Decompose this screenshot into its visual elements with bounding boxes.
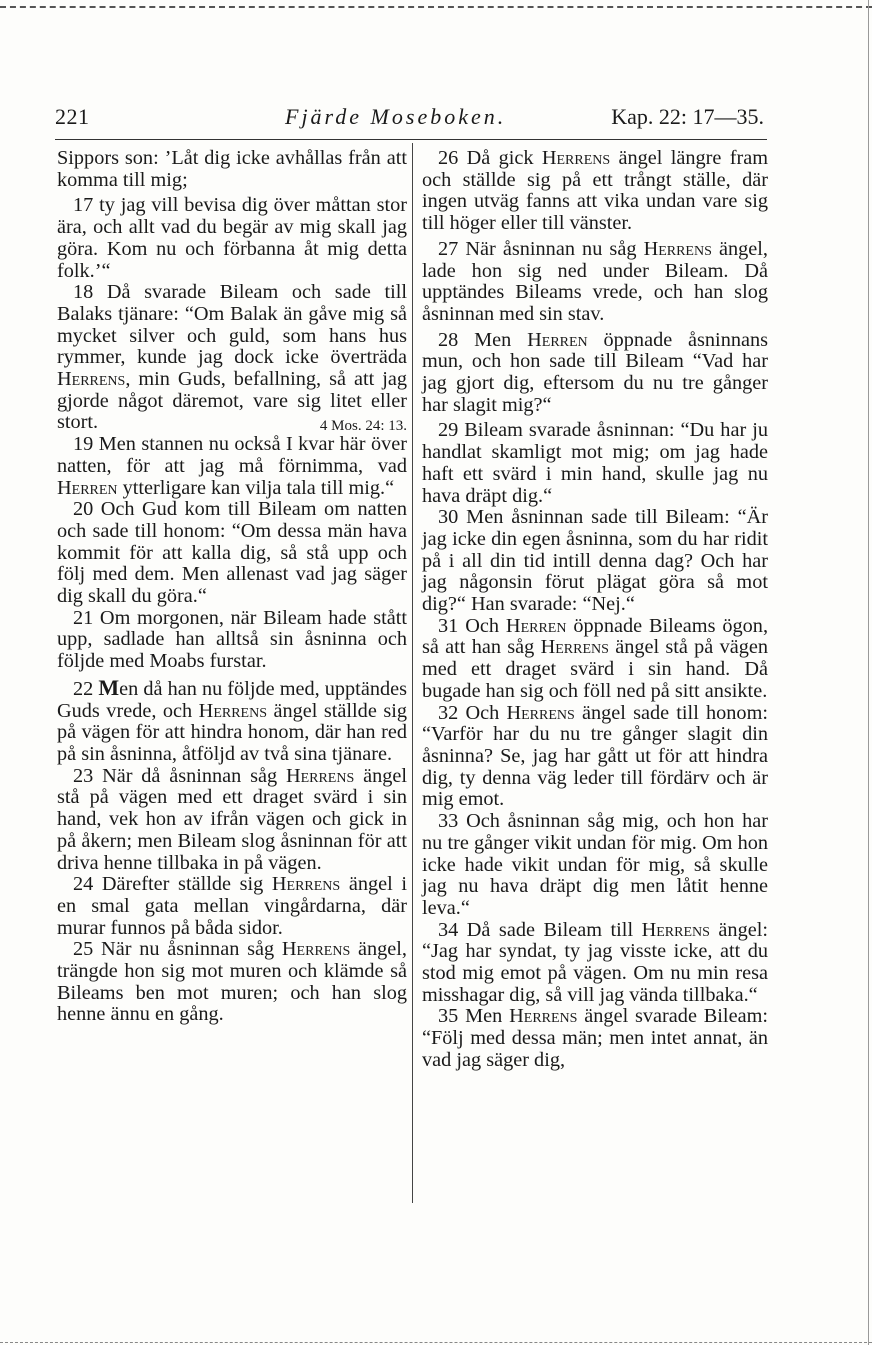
right-scan-edge	[868, 0, 869, 1345]
verse-number: 25	[73, 938, 94, 961]
running-header	[55, 104, 770, 134]
verse-number: 22	[73, 677, 94, 700]
verse-31: 31 Och Herren öppnade Bileams ögon, så att han såg Herrens ängel stå på vägen med ett draget svärd i sin hand. Då bugade han sig och föll ned på sitt ansikte.	[422, 614, 769, 702]
verse-35: 35 Men Herrens ängel svarade Bileam: “Följ med dessa män; men intet annat, än vad jag säger dig,	[422, 1005, 768, 1071]
verse-number: 28	[438, 328, 459, 351]
verse-33: 33 Och åsninnan såg mig, och hon har nu tre gånger vikit undan för mig. Om hon icke hade vikit undan för mig, så skulle jag nu hava dräpt dig men låtit henne leva.“	[422, 810, 768, 919]
verse-29: 29 Bileam svarade åsninnan: “Du har ju handlat skamligt mot mig; om jag hade haft ett svärd i min hand, skulle jag nu hava dräpt dig.“	[422, 419, 768, 507]
verse-number: 35	[438, 1005, 459, 1028]
bottom-scan-edge	[0, 1342, 872, 1343]
verse-number: 20	[73, 498, 94, 521]
lord-name: Herrens	[506, 701, 575, 724]
page-number: 221	[55, 104, 90, 129]
verse-number: 31	[438, 614, 459, 637]
verse-17: 17 ty jag vill bevisa dig över måttan stor ära, och allt vad du begär av mig skall jag göra. Kom nu och förbanna åt mig detta folk.’“	[57, 194, 407, 282]
verse-number: 27	[438, 237, 459, 260]
right-column	[422, 148, 768, 1072]
verse-19: 19 Men stannen nu också I kvar här över natten, för att jag må förnimma, vad Herren ytterligare kan vilja tala till mig.“	[57, 433, 407, 499]
lord-name: Herren	[57, 476, 118, 499]
verse-20: 20 Och Gud kom till Bileam om natten och sade till honom: “Om dessa män hava kommit för att kalla dig, så stå upp och följ med dem. Men allenast vad jag säger dig skall du göra.“	[57, 498, 407, 608]
lord-name: Herrens	[643, 237, 712, 260]
verse-number: 29	[438, 419, 459, 442]
verse-16-continuation: Sippors son: ’Låt dig icke avhållas från att komma till mig;	[57, 147, 407, 191]
verse-number: 21	[73, 606, 94, 629]
verse-number: 34	[438, 918, 459, 941]
verse-number: 26	[438, 147, 459, 169]
left-column	[57, 148, 407, 1026]
verse-28: 28 Men Herren öppnade åsninnans mun, och hon sade till Bileam “Vad har jag gjort dig, eftersom du nu tre gånger har slagit mig?“	[422, 328, 769, 416]
lord-name: Herrens	[540, 636, 609, 659]
verse-23: 23 När då åsninnan såg Herrens ängel stå på vägen med ett draget svärd i sin hand, vek hon av ifrån vägen och gick in på åkern; men Bileam slog åsninnan för att driva henne tillbaka in på vägen.	[57, 764, 407, 874]
verse-27: 27 När åsninnan nu såg Herrens ängel, lade hon sig ned under Bileam. Då upptändes Bileams vrede, och han slog åsninnan med sin stav.	[422, 237, 768, 325]
lord-name: Herrens	[57, 368, 126, 391]
verse-30: 30 Men åsninnan sade till Bileam: “Är jag icke din egen åsninna, som du har ridit på i all din tid intill denna dag? Och har jag någonsin förut plägat göra så mot dig?“ Han svarade: “Nej.“	[422, 506, 768, 616]
verse-number: 30	[438, 506, 459, 529]
verse-24: 24 Därefter ställde sig Herrens ängel i en smal gata mellan vingårdarna, där murar funnos på båda sidor.	[57, 873, 407, 939]
lord-name: Herren	[527, 328, 588, 351]
lord-name: Herrens	[541, 147, 611, 169]
verse-21: 21 Om morgonen, när Bileam hade stått upp, sadlade han alltså sin åsninna och följde med Moabs furstar.	[57, 606, 407, 673]
lord-name: Herrens	[271, 873, 341, 896]
verse-32: 32 Och Herrens ängel sade till honom: “Varför har du nu tre gånger slagit din åsninna? Se, jag har gått ut för att hindra dig, ty denna väg leder till fördärv och är mig emot.	[422, 701, 768, 811]
book-title: Fjärde Moseboken.	[285, 104, 507, 129]
verse-number: 17	[73, 194, 94, 217]
verse-number: 23	[73, 764, 94, 787]
verse-number: 32	[438, 701, 459, 724]
verse-34: 34 Då sade Bileam till Herrens ängel: “Jag har syndat, ty jag visste icke, att du stod mig emot på vägen. Om nu min resa misshagar dig, så vill jag vända tillbaka.“	[422, 918, 768, 1006]
header-rule	[55, 139, 767, 140]
verse-25: 25 När nu åsninnan såg Herrens ängel, trängde hon sig mot muren och klämde så Bileams ben mot muren; och han slog henne ännu en gång.	[57, 938, 407, 1026]
column-divider	[412, 143, 413, 1203]
verse-26: 26 Då gick Herrens ängel längre fram och ställde sig på ett trångt ställe, där ingen utväg fanns att vika undan vare sig till höger eller till vänster.	[422, 147, 768, 235]
top-scan-edge	[0, 6, 872, 8]
verse-number: 33	[438, 810, 459, 833]
verse-number: 19	[73, 433, 94, 456]
verse-number: 24	[73, 873, 94, 896]
verse-22: 22 Men då han nu följde med, upptändes Guds vrede, och Herrens ängel ställde sig på vägen för att hindra honom, där han red på sin åsninna, åtföljd av två sina tjänare.	[57, 674, 407, 765]
verse-number: 18	[73, 281, 94, 304]
lord-name: Herrens	[509, 1005, 578, 1028]
lord-name: Herrens	[641, 918, 710, 941]
section-initial: M	[98, 674, 120, 700]
chapter-reference: Kap. 22: 17—35.	[611, 104, 764, 129]
lord-name: Herrens	[285, 764, 355, 787]
lord-name: Herrens	[198, 699, 267, 722]
lord-name: Herren	[505, 614, 567, 637]
cross-reference: 4 Mos. 24: 13.	[319, 418, 407, 435]
lord-name: Herrens	[281, 938, 351, 961]
verse-18: 18 Då svarade Bileam och sade till Balaks tjänare: “Om Balak än gåve mig så mycket silver och guld, som hans hus rymmer, kunde jag dock icke överträda Herrens, min Guds, befallning, så att jag gjorde något däremot, vare sig litet eller stort. 4 Mos. 24: 13.	[57, 281, 407, 435]
